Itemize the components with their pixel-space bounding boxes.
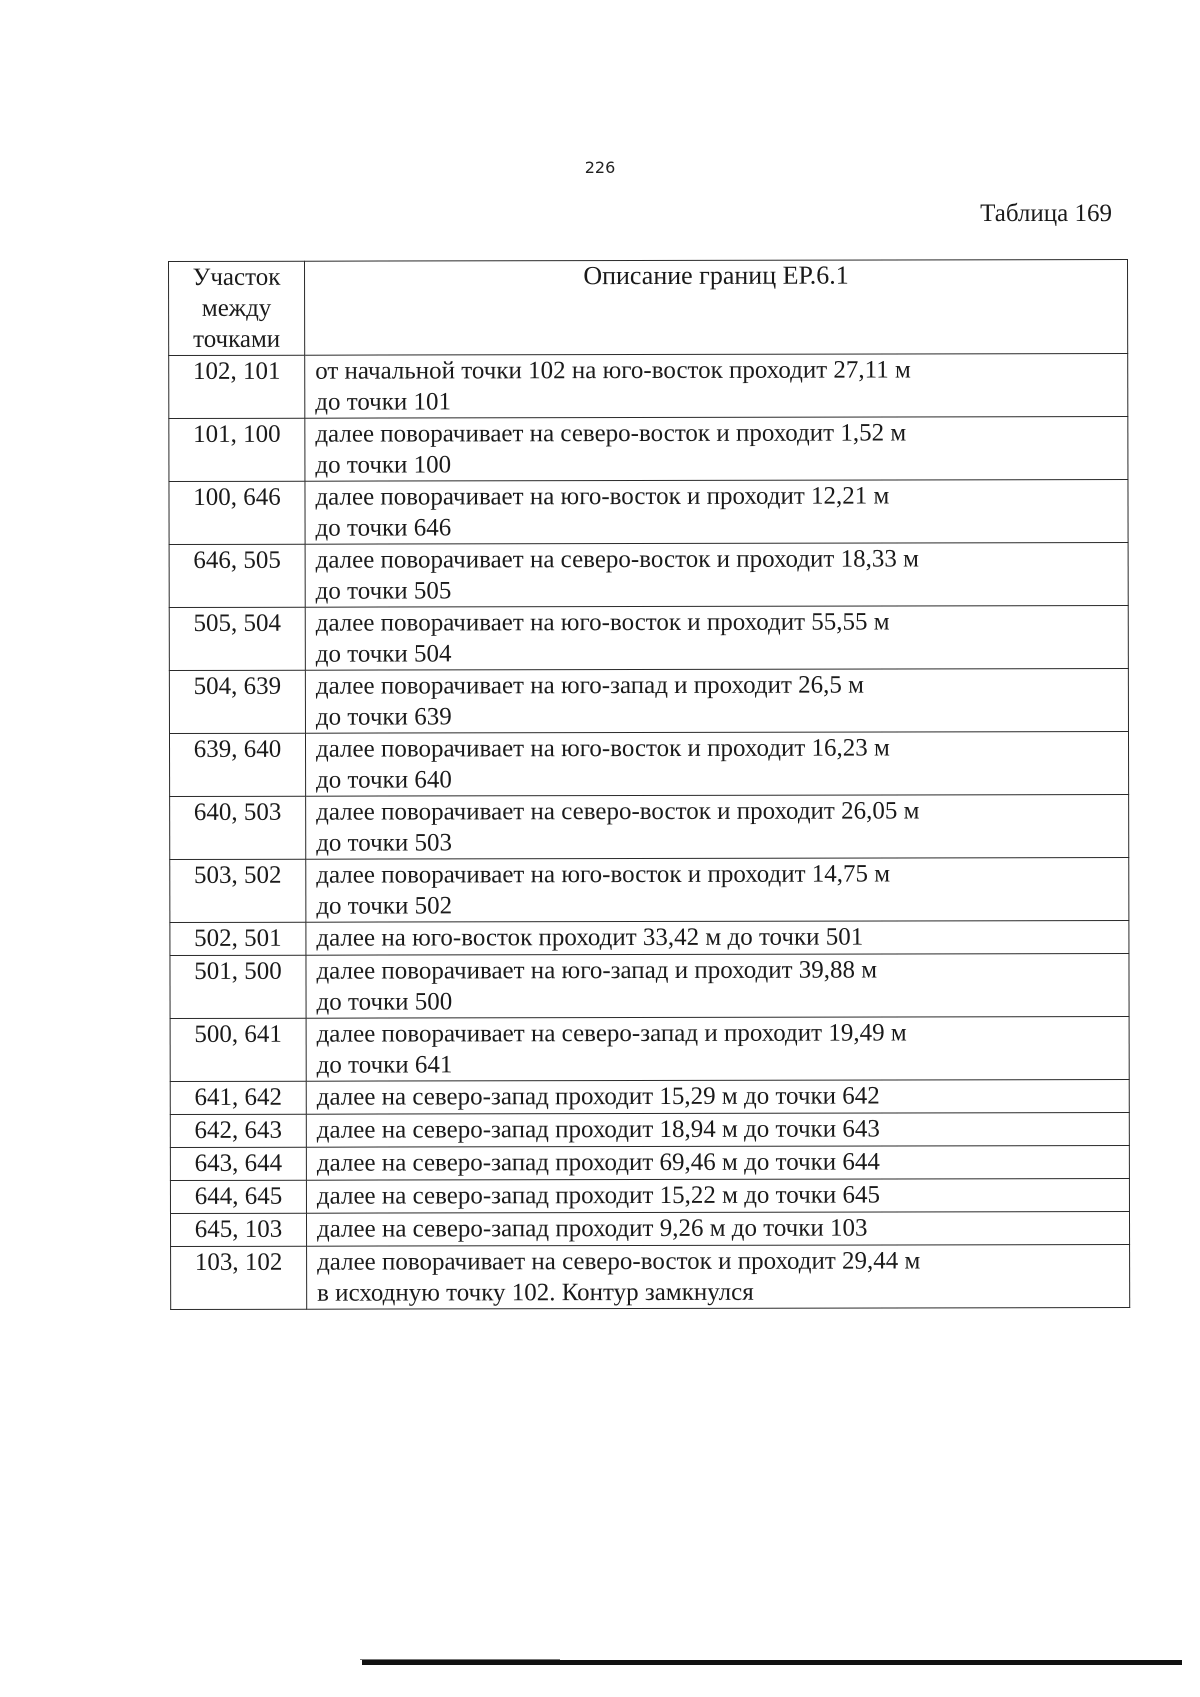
segment-cell: 103, 102 [171, 1246, 307, 1309]
table-caption: Таблица 169 [980, 200, 1112, 227]
description-cell: далее поворачивает на юго-восток и проходит 14,75 м до точки 502 [306, 857, 1129, 922]
segment-cell: 505, 504 [169, 607, 305, 670]
segment-cell: 642, 643 [170, 1114, 306, 1147]
segment-cell: 502, 501 [170, 922, 306, 955]
description-cell: далее поворачивает на юго-запад и проходит 26,5 м до точки 639 [305, 668, 1128, 733]
description-cell: далее поворачивает на северо-восток и проходит 1,52 м до точки 100 [305, 416, 1128, 481]
description-cell: далее поворачивает на северо-запад и проходит 19,49 м до точки 641 [306, 1016, 1129, 1081]
footer-rule [362, 1660, 1182, 1665]
segment-cell: 639, 640 [169, 733, 305, 796]
table-row [170, 953, 1129, 1018]
segment-cell: 501, 500 [170, 955, 306, 1018]
segment-cell: 102, 101 [169, 355, 305, 418]
table-header-row [169, 259, 1128, 355]
page-number: 226 [584, 158, 616, 177]
table-row [170, 857, 1129, 922]
description-cell: далее поворачивает на северо-восток и проходит 18,33 м до точки 505 [305, 542, 1128, 607]
boundary-description-table [168, 259, 1130, 1310]
table-row [170, 1079, 1129, 1114]
description-cell: далее на северо-запад проходит 69,46 м до точки 644 [306, 1145, 1129, 1180]
header-segment: Участок между точками [169, 261, 305, 355]
description-cell: далее на северо-запад проходит 15,29 м до точки 642 [306, 1079, 1129, 1114]
table-row [169, 731, 1128, 796]
description-cell: далее на северо-запад проходит 9,26 м до точки 103 [306, 1211, 1129, 1246]
table-row [169, 542, 1128, 607]
segment-cell: 640, 503 [170, 796, 306, 859]
table-row [170, 1016, 1129, 1081]
table-row [170, 1178, 1129, 1213]
description-cell: от начальной точки 102 на юго-восток проходит 27,11 м до точки 101 [305, 353, 1128, 418]
table-row [169, 605, 1128, 670]
description-cell: далее поворачивает на юго-восток и проходит 16,23 м до точки 640 [305, 731, 1128, 796]
table-row [171, 1244, 1130, 1309]
description-cell: далее поворачивает на северо-восток и проходит 26,05 м до точки 503 [306, 794, 1129, 859]
description-cell: далее поворачивает на северо-восток и проходит 29,44 м в исходную точку 102. Контур замкнулся [307, 1244, 1130, 1309]
table-row [170, 794, 1129, 859]
table-row [170, 920, 1129, 955]
segment-cell: 504, 639 [169, 670, 305, 733]
segment-cell: 643, 644 [170, 1147, 306, 1180]
segment-cell: 646, 505 [169, 544, 305, 607]
segment-cell: 503, 502 [170, 859, 306, 922]
table-row [169, 416, 1128, 481]
table-row [169, 668, 1128, 733]
segment-cell: 644, 645 [170, 1180, 306, 1213]
table-row [170, 1211, 1129, 1246]
segment-cell: 500, 641 [170, 1018, 306, 1081]
description-cell: далее поворачивает на юго-восток и проходит 12,21 м до точки 646 [305, 479, 1128, 544]
table-row [169, 353, 1128, 418]
table-row [170, 1145, 1129, 1180]
description-cell: далее на северо-запад проходит 15,22 м до точки 645 [306, 1178, 1129, 1213]
segment-cell: 641, 642 [170, 1081, 306, 1114]
table-row [170, 1112, 1129, 1147]
table-row [169, 479, 1128, 544]
segment-cell: 101, 100 [169, 418, 305, 481]
table-body [169, 353, 1130, 1309]
header-description: Описание границ ЕР.6.1 [304, 259, 1127, 355]
segment-cell: 645, 103 [170, 1213, 306, 1246]
description-cell: далее поворачивает на юго-восток и проходит 55,55 м до точки 504 [305, 605, 1128, 670]
segment-cell: 100, 646 [169, 481, 305, 544]
description-cell: далее на северо-запад проходит 18,94 м до точки 643 [306, 1112, 1129, 1147]
description-cell: далее на юго-восток проходит 33,42 м до точки 501 [306, 920, 1129, 955]
description-cell: далее поворачивает на юго-запад и проходит 39,88 м до точки 500 [306, 953, 1129, 1018]
